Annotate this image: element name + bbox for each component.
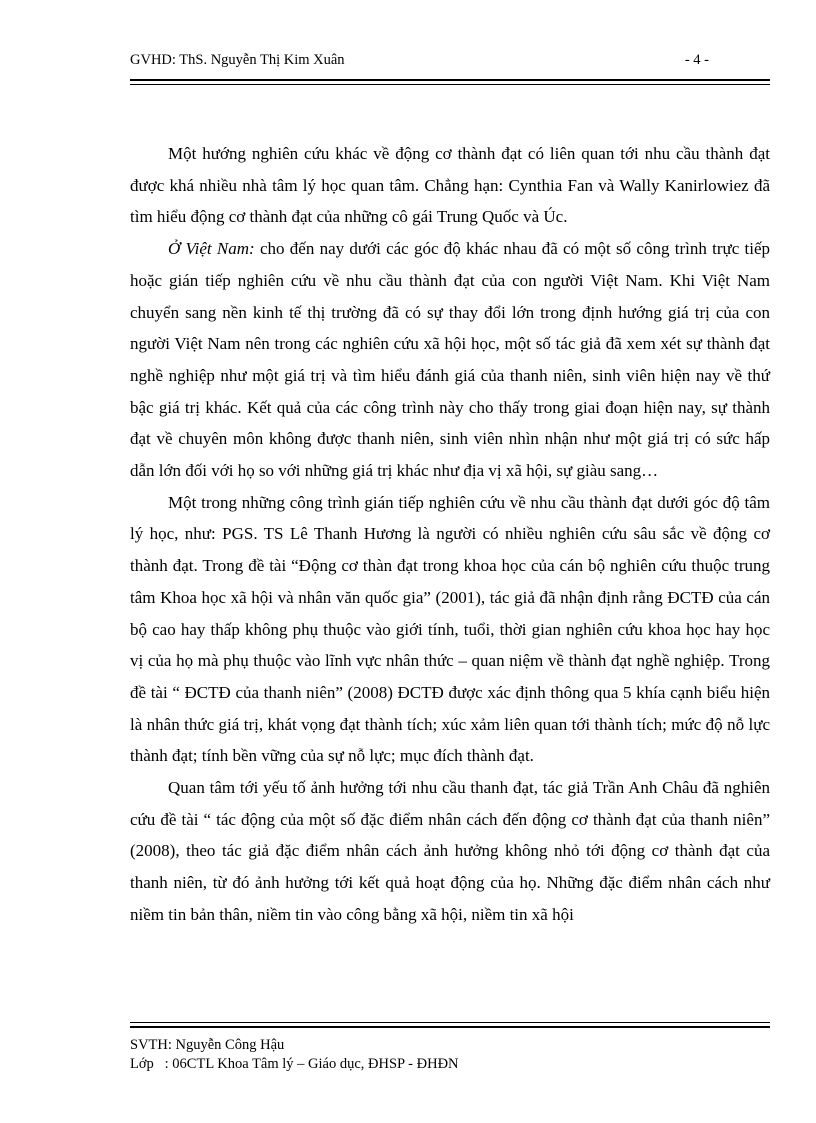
body-text [130,138,770,931]
supervisor-label: GVHD: ThS. Nguyễn Thị Kim Xuân [130,52,345,68]
paragraph [130,233,770,487]
paragraph-text: cho đến nay dưới các góc độ khác nhau đã có một số công trình trực tiếp hoặc gián tiếp nghiên cứu về nhu cầu thành đạt của con người Việt Nam. Khi Việt Nam chuyển sang nền kinh tế thị trường đã có sự thay đổi lớn trong định hướng giá trị của con người Việt Nam nên trong các nghiên cứu xã hội học, một số tác giả đã xem xét sự thành đạt nghề nghiệp như một giá trị và tìm hiểu đánh giá của thanh niên, sinh viên hiện nay về thứ bậc giá trị khác. Kết quả của các công trình này cho thấy trong giai đoạn hiện nay, sự thành đạt về chuyên môn không được thanh niên, sinh viên nhìn nhận như một giá trị có sức hấp dẫn lớn đối với họ so với những giá trị khác như địa vị xã hội, sự giàu sang… [130,239,770,481]
page-header [130,52,713,74]
page-number: - 4 - [684,52,709,68]
page-footer [130,1036,459,1074]
student-label: SVTH: Nguyễn Công Hậu [130,1037,285,1053]
paragraph-lead: Ở Việt Nam: [168,239,255,259]
footer-rule-thin [130,1022,770,1023]
header-rule-thin [130,84,770,85]
paragraph: Quan tâm tới yếu tố ảnh hưởng tới nhu cầu thanh đạt, tác giả Trần Anh Châu đã nghiên cứu đề tài “ tác động của một số đặc điểm nhân cách đến động cơ thành đạt của thanh niên” (2008), theo tác giả đặc điểm nhân cách ảnh hưởng không nhỏ tới động cơ thành đạt của thanh niên, từ đó ảnh hưởng tới kết quả hoạt động của họ. Những đặc điểm nhân cách như niềm tin bản thân, niềm tin vào công bằng xã hội, niềm tin xã hội [130,778,770,924]
footer-rule-thick [130,1026,770,1028]
class-label: Lớp : 06CTL Khoa Tâm lý – Giáo dục, ĐHSP - ĐHĐN [130,1056,459,1072]
paragraph: Một trong những công trình gián tiếp nghiên cứu về nhu cầu thành đạt dưới góc độ tâm lý học, như: PGS. TS Lê Thanh Hương là người có nhiều nghiên cứu sâu sắc về động cơ thành đạt. Trong đề tài “Động cơ thàn đạt trong khoa học của cán bộ nghiên cứu thuộc trung tâm Khoa học xã hội và nhân văn quốc gia” (2001), tác giả đã nhận định rằng ĐCTĐ của cán bộ cao hay thấp không phụ thuộc vào giới tính, tuổi, thời gian nghiên cứu khoa học hay học vị của họ mà phụ thuộc vào lĩnh vực nhân thức – quan niệm về thành đạt nghề nghiệp. Trong đề tài “ ĐCTĐ của thanh niên” (2008) ĐCTĐ được xác định thông qua 5 khía cạnh biểu hiện là nhân thức giá trị, khát vọng đạt thành tích; xúc xảm liên quan tới thành tích; mức độ nỗ lực thành đạt; tính bền vững của sự nỗ lực; mục đích thành đạt. [130,492,770,766]
header-rule-thick [130,79,770,81]
paragraph: Một hướng nghiên cứu khác về động cơ thành đạt có liên quan tới nhu cầu thành đạt được khá nhiều nhà tâm lý học quan tâm. Chẳng hạn: Cynthia Fan và Wally Kanirlowiez đã tìm hiểu động cơ thành đạt của những cô gái Trung Quốc và Úc. [130,144,770,227]
